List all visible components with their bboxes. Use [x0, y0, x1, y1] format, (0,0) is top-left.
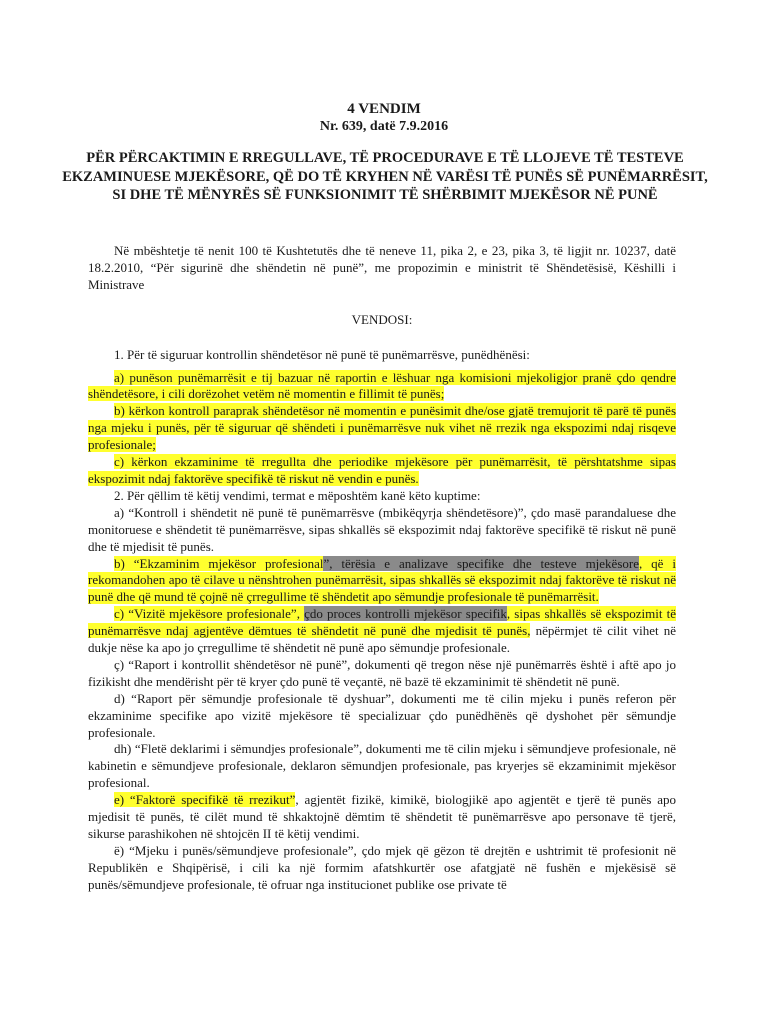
highlighted-text: e) “Faktorë specifikë të rrezikut” — [114, 792, 296, 808]
decision-reference: Nr. 639, datë 7.9.2016 — [319, 119, 449, 134]
point-1: 1. Për të siguruar kontrollin shëndetësor në punë të punëmarrësve, punëdhënësi: — [114, 346, 530, 362]
preamble: Në mbështetje të nenit 100 të Kushtetutës dhe të neneve 11, pika 2, e 23, pika 3, të ligjit nr. 10237, datë 18.2.2010, “Për sigurinë dhe shëndetin në punë”, me propozimin e ministrit të Shëndetësisë, Këshilli i Ministrave — [88, 243, 676, 292]
decision-title: PËR PËRCAKTIMIN E RREGULLAVE, TË PROCEDURAVE E TË LLOJEVE TË TESTEVE EKZAMINUESE MJEKËSORE, QË DO TË KRYHEN NË VARËSI TË PUNËS SË PUNËMARRËSIT, SI DHE TË MËNYRËS SË FUNKSIONIMIT TË SHËRBIMIT MJEKËSOR NË PUNË — [62, 150, 708, 204]
decision-number: 4 VENDIM — [347, 101, 421, 117]
plain-text: nëpërmjet të cilit vihet në dukje nëse ka apo jo çrregullime të shëndetit në punë apo sëmundje profesionale. — [88, 623, 676, 656]
gray-highlighted-text: çdo proces kontrolli mjekësor specifik — [304, 606, 507, 622]
definition-d: d) “Raport për sëmundje profesionale të dyshuar”, dokumenti me të cilin mjeku i punës referon për ekzaminime specifike apo vizitë mjekësore të specializuar çdo punëdhënës që dyshohet për sëmundje profesionale. — [88, 690, 676, 740]
point-1-a — [88, 370, 676, 404]
decides-heading: VENDOSI: — [351, 311, 413, 327]
highlighted-text: , që i rekomandohen apo të cilave u nënshtrohen punëmarrësit, sipas shkallës së ekspozimit ndaj faktorëve të riskut në punë dhe që mund të çojnë në çrregullime të shëndetit apo sëmundje profesionale të punëmarrësit. — [88, 555, 676, 605]
point-2: 2. Për qëllim të këtij vendimi, termat e mëposhtëm kanë këto kuptime: — [114, 487, 481, 503]
highlighted-text: b) “Ekzaminim mjekësor profesional — [114, 555, 324, 571]
definition-c-cedilla: ç) “Raport i kontrollit shëndetësor në punë”, dokumenti që tregon nëse një punëmarrës është i aftë apo jo fizikisht dhe mendërisht për të kryer çdo punë të veçantë, në bazë të ekzaminimit të shëndetit në punë. — [88, 656, 676, 689]
highlighted-text: , sipas shkallës së ekspozimit të punëmarrësve ndaj agjentëve dëmtues të shëndetit në punë dhe mjedisit të punës, — [88, 606, 676, 639]
point-1-c — [88, 454, 676, 488]
definition-dh: dh) “Fletë deklarimi i sëmundjes profesionale”, dokumenti me të cilin mjeku i sëmundjeve profesionale, në kabinetin e sëmundjeve profesionale, deklaron sëmundjen profesionale, pas kryerjes së ekzaminimit mjekësor profesional. — [88, 741, 676, 791]
highlighted-text: a) punëson punëmarrësit e tij bazuar në raportin e lëshuar nga komisioni mjekoligjor pranë çdo qendre shëndetësore, i cili dorëzohet vetëm në momentin e fillimit të punës; — [88, 369, 676, 402]
highlighted-text: c) kërkon ekzaminime të rregullta dhe periodike mjekësore për punëmarrësit, të përshtatshme sipas ekspozimit ndaj faktorëve specifikë të riskut në vendin e punës. — [88, 454, 676, 486]
definition-e-umlaut: ë) “Mjeku i punës/sëmundjeve profesionale”, çdo mjek që gëzon të drejtën e ushtrimit të profesionit në Republikën e Shqipërisë, i cili ka një formim afatshkurtër ose afatgjatë në fushën e mjekësisë së punës/sëmundjeve profesionale, të ofruar nga institucionet publike ose private të — [88, 842, 676, 892]
definition-b — [88, 556, 676, 607]
point-1-b — [88, 403, 676, 454]
highlighted-text: b) kërkon kontroll paraprak shëndetësor në momentin e punësimit dhe/ose gjatë tremujorit të parë të punës nga mjeku i punës, për të siguruar që shëndeti i punëmarrësve nuk vihet në rrezik nga ekspozimi ndaj risqeve profesionale; — [88, 403, 676, 453]
document-body — [88, 243, 676, 894]
definition-c — [88, 606, 676, 657]
highlighted-text: c) “Vizitë mjekësore profesionale”, — [114, 606, 305, 622]
definition-a: a) “Kontroll i shëndetit në punë të punëmarrësve (mbikëqyrja shëndetësore)”, çdo masë parandaluese dhe monitoruese e shëndetit të punëmarrësve, sipas shkallës së ekspozimit ndaj faktorëve specifikë të riskut në punë dhe të mjedisit të punës. — [88, 504, 676, 554]
definition-e — [88, 792, 676, 843]
plain-text: , agjentët fizikë, kimikë, biologjikë apo agjentët e tjerë të punës apo mjedisit të punës, të cilët mund të shkaktojnë dëmtim të shëndetit të punëmarrësve apo personave të tjerë, sikurse parashikohen në shtojcën II të këtij vendimi. — [88, 792, 676, 841]
gray-highlighted-text: ”, tërësia e analizave specifike dhe testeve mjekësore — [323, 555, 639, 571]
